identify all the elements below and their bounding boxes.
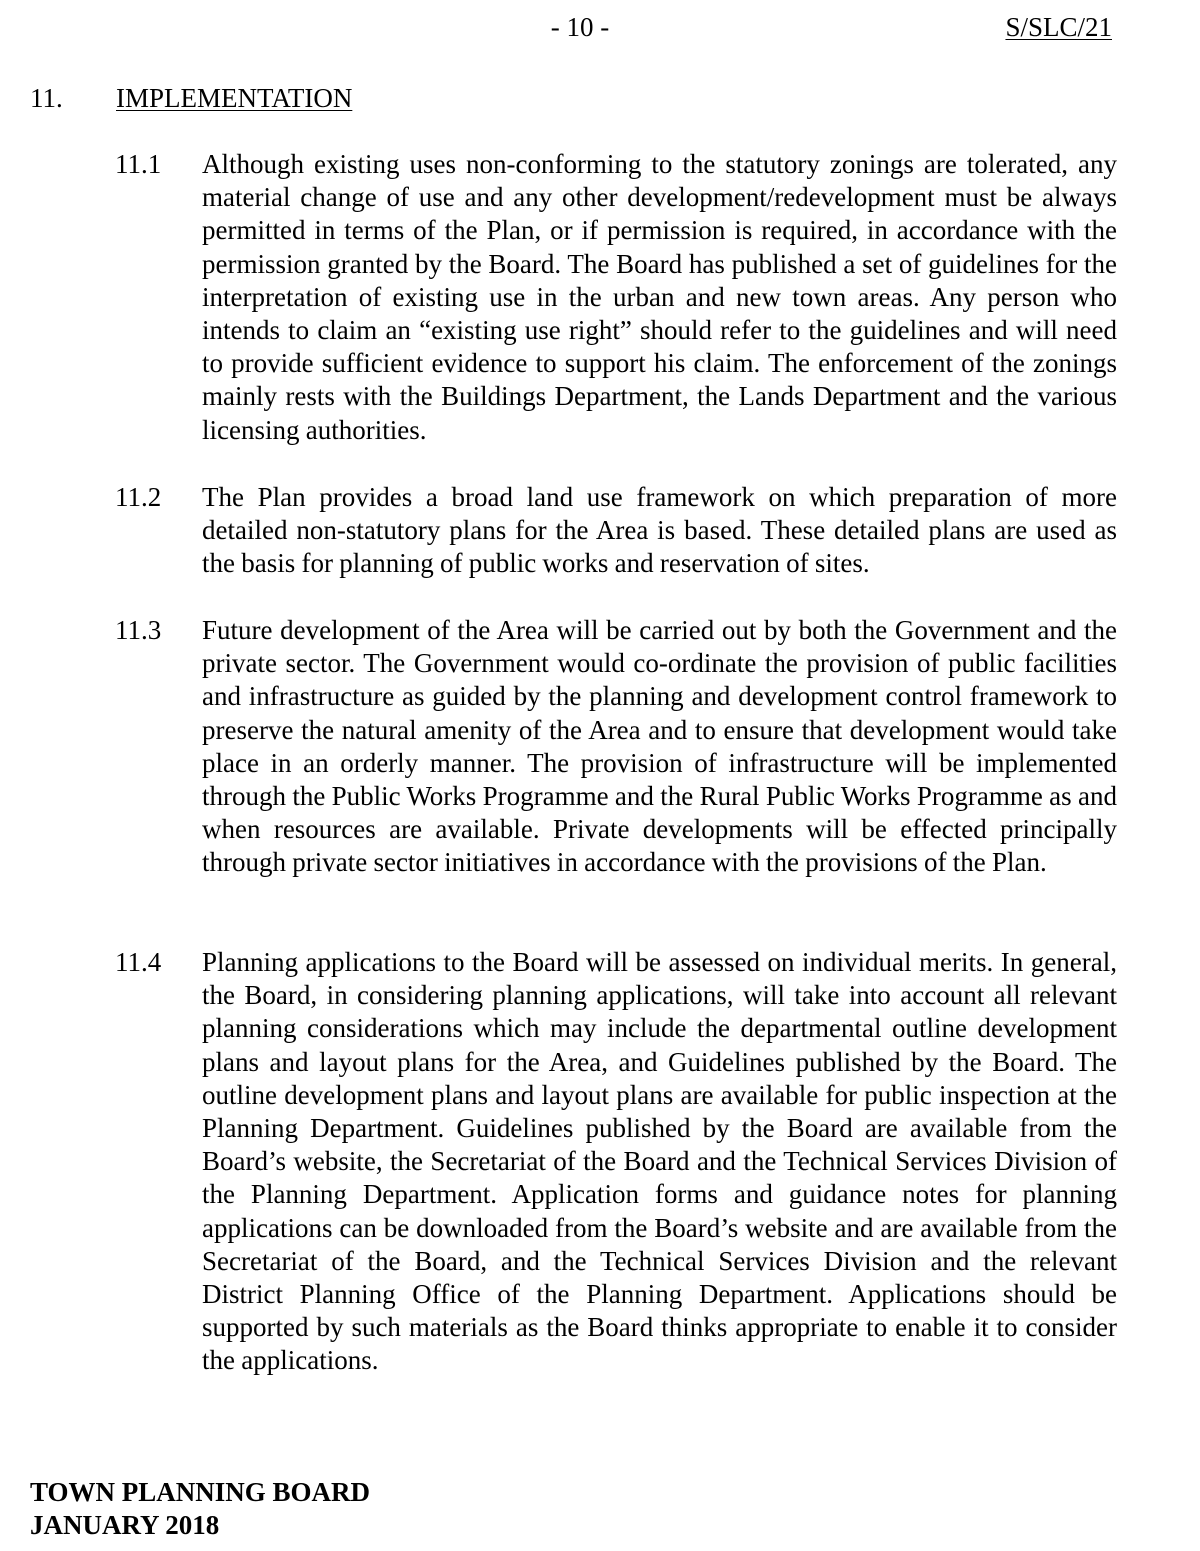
paragraph-text: Although existing uses non-conforming to the statutory zonings are tolerated, any material change of use and any other development/redevelopment must be always permitted in terms of the Plan, or if permission is required, in accordance with the permission granted by the Board. The Board has published a set of guidelines for the interpretation of existing use in the urban and new town areas. Any person who intends to claim an “existing use right” should refer to the guidelines and will need to provide sufficient evidence to support his claim. The enforcement of the zonings mainly rests with the Buildings Department, the Lands Department and the various licensing authorities. — [202, 149, 1117, 445]
paragraph-number: 11.2 — [115, 482, 162, 512]
footer-date: JANUARY 2018 — [30, 1510, 220, 1540]
paragraph-11-2 — [115, 481, 1117, 581]
footer — [30, 1476, 370, 1542]
document-reference: S/SLC/21 — [1005, 12, 1112, 42]
paragraph-11-1 — [115, 148, 1117, 447]
paragraph-text: Planning applications to the Board will be assessed on individual merits. In general, the Board, in considering planning applications, will take into account all relevant planning considerations which may include the departmental outline development plans and layout plans for the Area, and Guidelines published by the Board. The outline development plans and layout plans are available for public inspection at the Planning Department. Guidelines published by the Board are available from the Board’s website, the Secretariat of the Board and the Technical Services Division of the Planning Department. Application forms and guidance notes for planning applications can be downloaded from the Board’s website and are available from the Secretariat of the Board, and the Technical Services Division and the relevant District Planning Office of the Planning Department. Applications should be supported by such materials as the Board thinks appropriate to enable it to consider the applications. — [202, 947, 1117, 1376]
paragraph-number: 11.4 — [115, 947, 162, 977]
paragraph-number: 11.3 — [115, 615, 162, 645]
section-title: IMPLEMENTATION — [116, 83, 353, 113]
section-number: 11. — [30, 83, 63, 113]
page-number: - 10 - — [550, 12, 610, 42]
footer-organization: TOWN PLANNING BOARD — [30, 1477, 371, 1507]
paragraph-text: Future development of the Area will be carried out by both the Government and the private sector. The Government would co-ordinate the provision of public facilities and infrastructure as guided by the planning and development control framework to preserve the natural amenity of the Area and to ensure that development would take place in an orderly manner. The provision of infrastructure will be implemented through the Public Works Programme and the Rural Public Works Programme as and when resources are available. Private developments will be effected principally through private sector initiatives in accordance with the provisions of the Plan. — [202, 615, 1117, 878]
paragraph-11-3 — [115, 614, 1117, 880]
paragraph-text: The Plan provides a broad land use framework on which preparation of more detailed non-statutory plans for the Area is based. These detailed plans are used as the basis for planning of public works and reservation of sites. — [202, 482, 1117, 579]
paragraph-number: 11.1 — [115, 149, 162, 179]
paragraph-11-4 — [115, 946, 1117, 1378]
section-heading — [30, 81, 352, 115]
